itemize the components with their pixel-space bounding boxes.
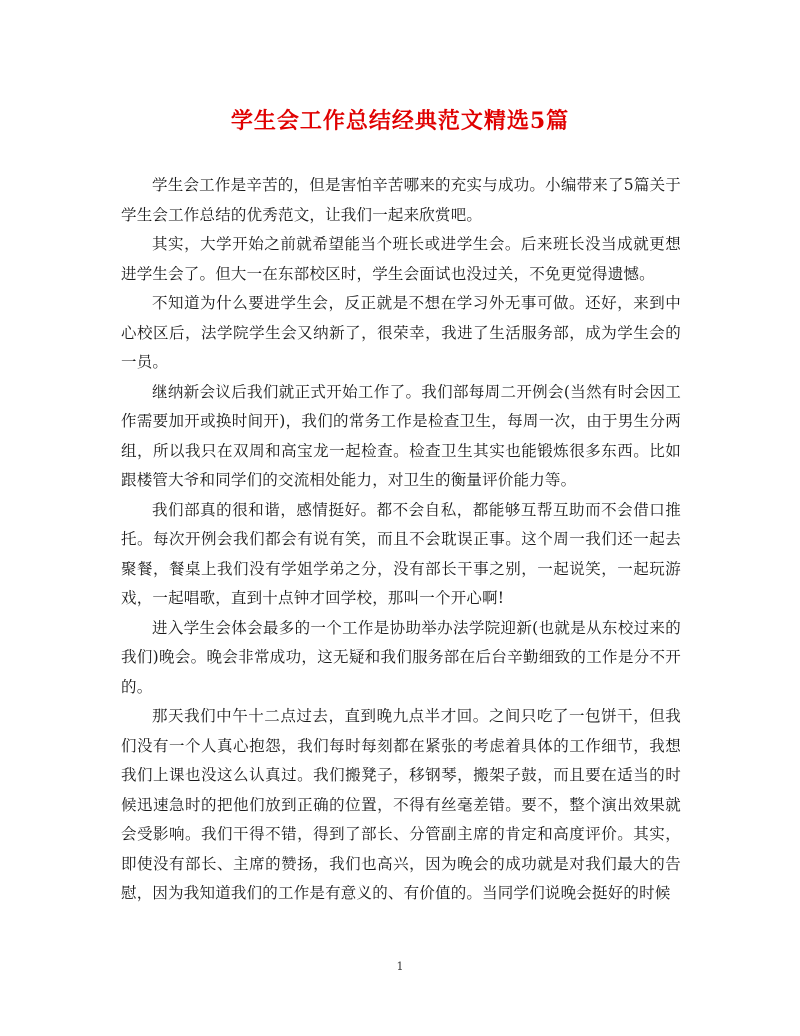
paragraph-6: 进入学生会体会最多的一个工作是协助举办法学院迎新(也就是从东校过来的我们)晚会。晚会非常成功，这无疑和我们服务部在后台辛勤细致的工作是分不开的。 — [121, 618, 681, 696]
paragraph-3: 不知道为什么要进学生会，反正就是不想在学习外无事可做。还好，来到中心校区后，法学院学生会又纳新了，很荣幸，我进了生活服务部，成为学生会的一员。 — [121, 294, 681, 371]
page-number: 1 — [396, 960, 404, 973]
paragraph-7: 那天我们中午十二点过去，直到晚九点半才回。之间只吃了一包饼干，但我们没有一个人真心抱怨，我们每时每刻都在紧张的考虑着具体的工作细节，我想我们上课也没这么认真过。我们搬凳子，移钢琴，搬架子鼓，而且要在适当的时候迅速急时的把他们放到正确的位置，不得有丝毫差错。要不，整个演出效果就会受影响。我们干得不错，得到了部长、分管副主席的肯定和高度评价。其实，即使没有部长、主席的赞扬，我们也高兴，因为晚会的成功就是对我们最大的告慰，因为我知道我们的工作是有意义的、有价值的。当同学们说晚会挺好的时候 — [121, 707, 681, 902]
paragraph-2: 其实，大学开始之前就希望能当个班长或进学生会。后来班长没当成就更想进学生会了。但大一在东部校区时，学生会面试也没过关，不免更觉得遗憾。 — [121, 235, 681, 283]
paragraph-5: 我们部真的很和谐，感情挺好。都不会自私，都能够互帮互助而不会借口推托。每次开例会我们都会有说有笑，而且不会耽误正事。这个周一我们还一起去聚餐，餐桌上我们没有学姐学弟之分，没有部长干事之别，一起说笑，一起玩游戏，一起唱歌，直到十点钟才回学校，那叫一个开心啊! — [121, 500, 681, 607]
document-body — [121, 171, 681, 909]
paragraph-4: 继纳新会议后我们就正式开始工作了。我们部每周二开例会(当然有时会因工作需要加开或换时间开)，我们的常务工作是检查卫生，每周一次，由于男生分两组，所以我只在双周和高宝龙一起检查。检查卫生其实也能锻炼很多东西。比如跟楼管大爷和同学们的交流相处能力，对卫生的衡量评价能力等。 — [121, 382, 681, 489]
paragraph-intro: 学生会工作是辛苦的，但是害怕辛苦哪来的充实与成功。小编带来了5篇关于学生会工作总结的优秀范文，让我们一起来欣赏吧。 — [121, 176, 681, 224]
document-title: 学生会工作总结经典范文精选5篇 — [230, 108, 570, 134]
